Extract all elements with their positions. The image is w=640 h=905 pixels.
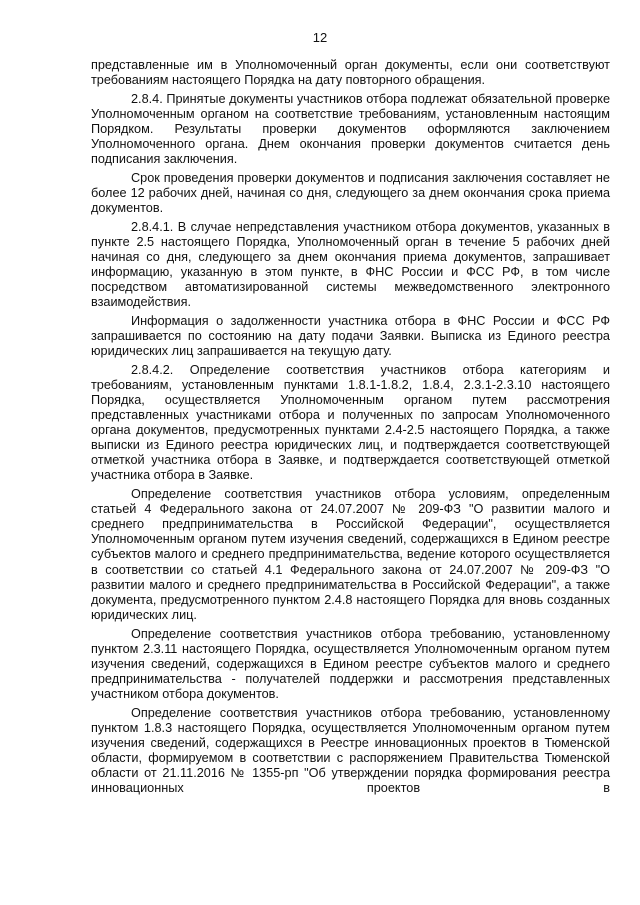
paragraph-requirement-2-3-11: Определение соответствия участников отбора требованию, установленному пунктом 2.3.11 настоящего Порядка, осуществляется Уполномоченным органом путем изучения сведений, содержащихся в Едином реестре субъектов малого и среднего предпринимательства - получателей поддержки и рассмотрения представленных участником отбора документов. bbox=[91, 626, 610, 701]
paragraph-requirement-1-8-3: Определение соответствия участников отбора требованию, установленному пунктом 1.8.3 настоящего Порядка, осуществляется Уполномоченным органом путем изучения сведений, содержащихся в Реестре инновационных проектов в Тюменской области, формируемом в соответствии с распоряжением Правительства Тюменской области от 21.11.2016 № 1355-рп "Об утверждении порядка формирования реестра инновационных проектов в bbox=[91, 705, 610, 796]
paragraph-2-8-4-1: 2.8.4.1. В случае непредставления участником отбора документов, указанных в пункте 2.5 настоящего Порядка, Уполномоченный орган в течение 5 рабочих дней начиная со дня, следующего за днем окончания приема документов, запрашивает информацию, указанную в этом пункте, в ФНС России и ФСС РФ, в том числе посредством автоматизированной системы межведомственного электронного взаимодействия. bbox=[91, 219, 610, 310]
page-number: 12 bbox=[312, 30, 328, 45]
paragraph-review-period: Срок проведения проверки документов и подписания заключения составляет не более 12 рабочих дней, начиная со дня, следующего за днем окончания срока приема документов. bbox=[91, 170, 610, 216]
paragraph-2-8-4-2: 2.8.4.2. Определение соответствия участников отбора категориям и требованиям, установленным пунктами 1.8.1-1.8.2, 1.8.4, 2.3.1-2.3.10 настоящего Порядка, осуществляется Уполномоченным органом путем рассмотрения представленных участниками отбора и полученных по запросам Уполномоченного органа документов, предусмотренных пунктами 2.4-2.5 настоящего Порядка, а также выписки из Единого реестра юридических лиц, и подтверждается соответствующей отметкой участника отбора в Заявке, и подтверждается соответствующей отметкой участника отбора в Заявке. bbox=[91, 362, 610, 483]
document-body bbox=[91, 58, 610, 796]
paragraph-debt-information: Информация о задолженности участника отбора в ФНС России и ФСС РФ запрашивается по состоянию на дату подачи Заявки. Выписка из Единого реестра юридических лиц запрашивается на текущую дату. bbox=[91, 313, 610, 359]
paragraph-2-8-4: 2.8.4. Принятые документы участников отбора подлежат обязательной проверке Уполномоченным органом на соответствие требованиям, установленным настоящим Порядком. Результаты проверки документов оформляются заключением Уполномоченного органа. Днем окончания проверки документов считается день подписания заключения. bbox=[91, 91, 610, 167]
paragraph-sme-conditions: Определение соответствия участников отбора условиям, определенным статьей 4 Федерального закона от 24.07.2007 № 209-ФЗ "О развитии малого и среднего предпринимательства в Российской Федерации", осуществляется Уполномоченным органом путем изучения сведений, содержащихся в Едином реестре субъектов малого и среднего предпринимательства, ведение которого осуществляется в соответствии со статьей 4.1 Федерального закона от 24.07.2007 № 209-ФЗ "О развитии малого и среднего предпринимательства в Российской Федерации", а также документа, предусмотренного пунктом 2.4.8 настоящего Порядка для вновь созданных юридических лиц. bbox=[91, 487, 610, 622]
paragraph-continuation: представленные им в Уполномоченный орган документы, если они соответствуют требованиям настоящего Порядка на дату повторного обращения. bbox=[91, 58, 610, 88]
